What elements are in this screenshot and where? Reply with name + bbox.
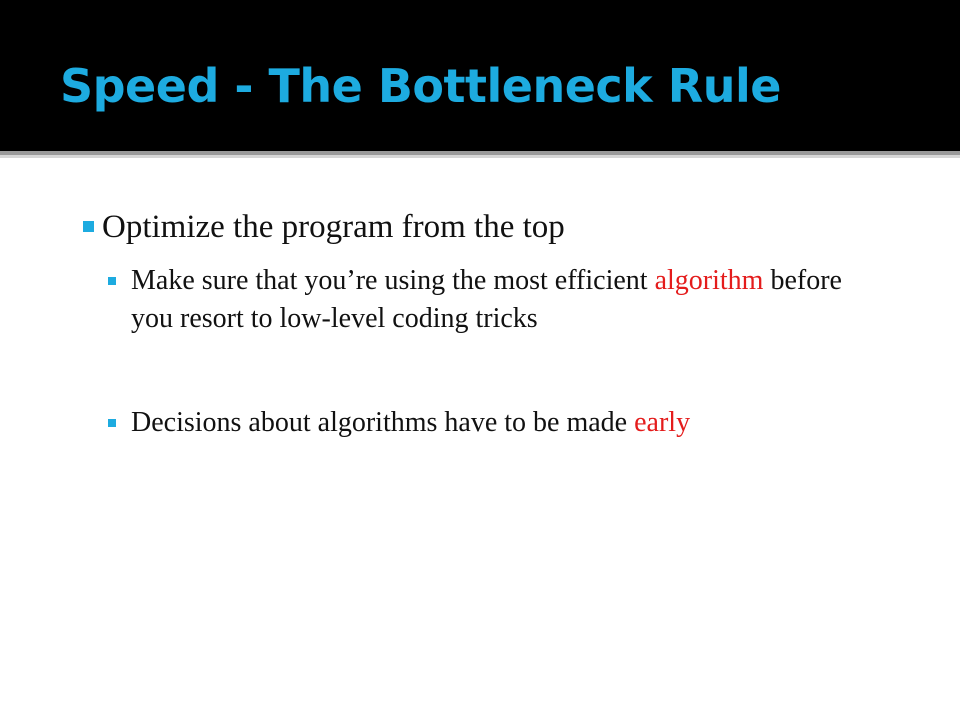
sub-bullet-text-part: Make sure that you’re using the most efficient <box>131 265 655 296</box>
sub-bullet-text <box>131 262 848 338</box>
sub-bullet-item <box>108 404 848 442</box>
square-bullet-icon <box>108 277 116 285</box>
sub-bullet-text-part: Decisions about algorithms have to be made <box>131 407 635 438</box>
sub-bullet-item <box>108 262 848 338</box>
highlighted-term: early <box>634 407 691 438</box>
bullet-text: Optimize the program from the top <box>102 209 565 245</box>
bullet-item <box>83 201 923 253</box>
sub-bullet-text-part: before you resort to low-level coding tricks <box>131 265 842 334</box>
sub-bullet-text <box>131 404 848 442</box>
square-bullet-icon <box>108 419 116 427</box>
square-bullet-icon <box>83 221 94 232</box>
highlighted-term: algorithm <box>654 265 764 296</box>
slide-title: Speed - The Bottleneck Rule <box>60 59 781 113</box>
